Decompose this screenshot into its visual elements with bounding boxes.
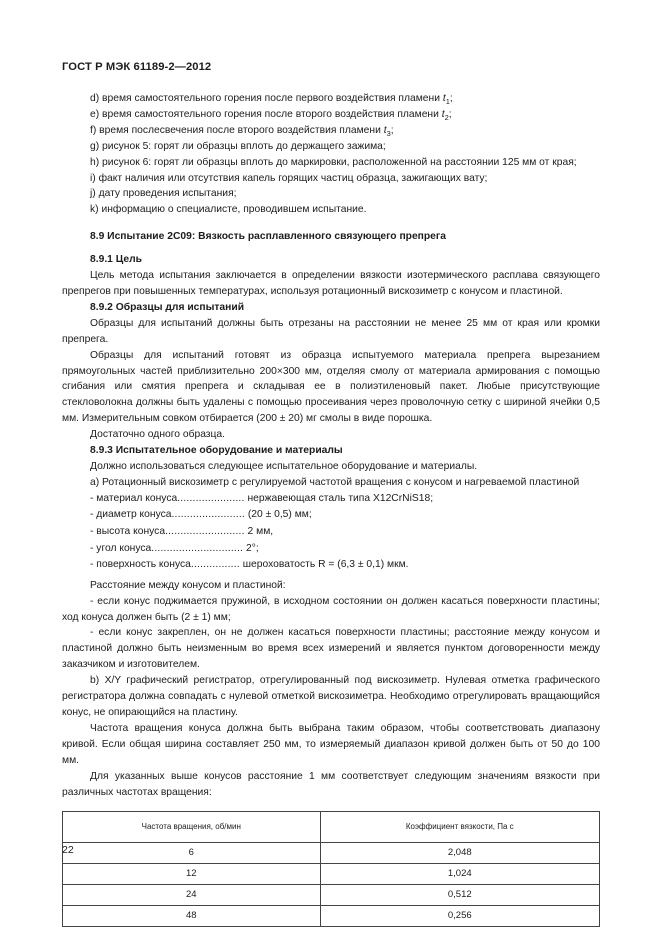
cone-property: - поверхность конуса................ шероховатость R = (6,3 ± 0,1) мкм. <box>90 559 409 571</box>
list-item: g) рисунок 5: горят ли образцы вплоть до держащего зажима; <box>90 140 386 152</box>
table-column-header: Частота вращения, об/мин <box>63 812 321 843</box>
table-row <box>63 843 600 864</box>
table-row <box>63 864 600 885</box>
cone-property: - диаметр конуса........................ (20 ± 0,5) мм; <box>90 509 312 521</box>
list-item: d) время самостоятельного горения после первого воздействия пламени $t_1$; <box>90 93 453 107</box>
cone-property: - материал конуса...................... нержавеющая сталь типа Х12CrNiS18; <box>90 492 434 504</box>
table-row <box>63 906 600 927</box>
test-report-list <box>62 91 600 218</box>
list-item: h) рисунок 6: горят ли образцы вплоть до маркировки, расположенной на расстоянии 125 мм от края; <box>90 156 577 168</box>
table-column-header: Коэффициент вязкости, Па с <box>320 812 599 843</box>
distance-paragraph: - если конус закреплен, он не должен касаться поверхности пластины; расстояние между конусом и пластиной должно быть неизменным во время всех измерений и является пунктом договоренности между заказчиком и изготовителем. <box>62 627 600 671</box>
samples-paragraph: Достаточно одного образца. <box>90 429 226 441</box>
table-cell: 6 <box>63 843 321 864</box>
cone-properties <box>62 491 600 574</box>
cone-property: - высота конуса.......................... 2 мм, <box>90 525 274 537</box>
speed-paragraph: Частота вращения конуса должна быть выбрана таким образом, чтобы соответствовать диапазону кривой. Если общая ширина составляет 250 мм, то измеряемый диапазон кривой должен быть от 50 до 100 мм. <box>62 722 600 766</box>
table-header-row <box>63 812 600 843</box>
cone-property: - угол конуса.............................. 2°; <box>90 542 259 554</box>
table-cell: 2,048 <box>320 843 599 864</box>
list-item: i) факт наличия или отсутствия капель горящих частиц образца, зажигающих вату; <box>90 172 488 184</box>
goal-paragraph: Цель метода испытания заключается в определении вязкости изотермического расплава связующего препрегов при повышенных температурах, используя ротационный вискозиметр с конусом и пластиной. <box>62 270 600 297</box>
samples-paragraph: Образцы для испытаний готовят из образца испытуемого материала препрега вырезанием прямоугольных частей приблизительно 200×300 мм, отделяя смолу от материала армирования с помощью сгибания или смятия препрега и складывая ее в полиэтиленовый пакет. Любые присутствующие стекловолокна должны быть удалены с помощью просеивания через проволочную сетку с шириной ячейки 0,5 мм. Измерительным совком отбирается (200 ± 20) мг смолы в виде порошка. <box>62 349 600 425</box>
table-cell: 1,024 <box>320 864 599 885</box>
distance-intro: Расстояние между конусом и пластиной: <box>90 579 286 591</box>
table-row <box>63 885 600 906</box>
distance-paragraph: - если конус поджимается пружиной, в исходном состоянии он должен касаться поверхности пластины; ход конуса должен быть (2 ± 1) мм; <box>62 595 600 623</box>
equipment-item-b: b) X/Y графический регистратор, отрегулированный под вискозиметр. Нулевая отметка графического регистратора должна совпадать с нулевой отметкой вискозиметра. Необходимо отрегулировать вращающийся конус, не опирающийся на пластину. <box>62 675 600 718</box>
subsection-heading-samples: 8.9.2 Образцы для испытаний <box>90 301 245 313</box>
section-heading: 8.9 Испытание 2С09: Вязкость расплавленного связующего препрега <box>90 231 446 243</box>
table-cell: 0,512 <box>320 885 599 906</box>
subsection-heading-goal: 8.9.1 Цель <box>90 254 143 266</box>
page-number: 22 <box>62 844 74 856</box>
subsection-heading-equipment: 8.9.3 Испытательное оборудование и материалы <box>90 445 343 457</box>
page-header: ГОСТ Р МЭК 61189-2—2012 <box>62 61 212 73</box>
samples-paragraph: Образцы для испытаний должны быть отрезаны на расстоянии не менее 25 мм от края или кромки препрега. <box>62 317 600 345</box>
table-cell: 48 <box>63 906 321 927</box>
table-cell: 12 <box>63 864 321 885</box>
list-item: f) время послесвечения после второго воздействия пламени $t_3$; <box>90 124 394 138</box>
equipment-item-a: а) Ротационный вискозиметр с регулируемой частотой вращения с конусом и нагреваемой пластиной <box>90 476 580 488</box>
table-cell: 24 <box>63 885 321 906</box>
viscosity-table <box>62 811 600 927</box>
table-intro: Для указанных выше конусов расстояние 1 мм соответствует следующим значениям вязкости при различных частотах вращения: <box>62 770 600 798</box>
list-item: e) время самостоятельного горения после второго воздействия пламени $t_2$; <box>90 108 452 122</box>
document-body <box>62 91 600 927</box>
list-item: j) дату проведения испытания; <box>90 188 237 200</box>
equipment-intro: Должно использоваться следующее испытательное оборудование и материалы. <box>90 460 478 472</box>
table-cell: 0,256 <box>320 906 599 927</box>
list-item: k) информацию о специалисте, проводившем испытание. <box>90 204 367 216</box>
